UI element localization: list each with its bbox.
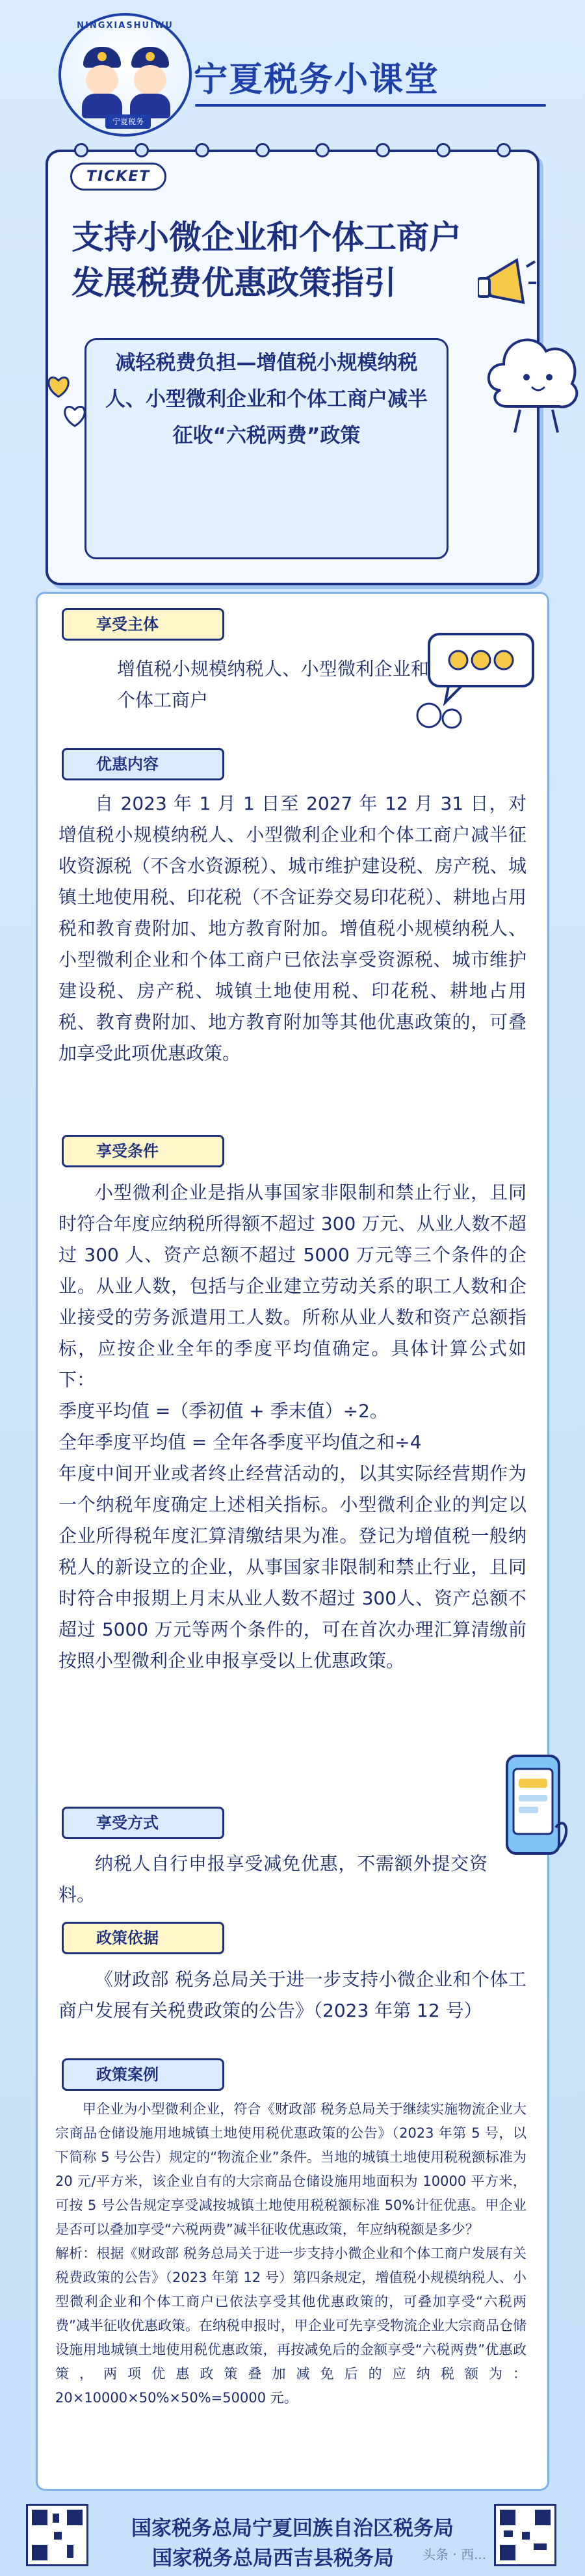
section-label-basis: 政策依据 — [62, 1922, 224, 1954]
logo — [58, 13, 192, 137]
chat-bubble-icon — [410, 628, 540, 732]
formula-quarter-average: 季度平均值 =（季初值 + 季末值）÷2。 — [58, 1400, 388, 1422]
qr-code-right-icon — [494, 2504, 556, 2566]
preference-text: 自 2023 年 1 月 1 日至 2027 年 12 月 31 日，对增值税小规模纳税人、小型微利企业和个体工商户减半征收资源税（不含水资源税）、城市维护建设税、房产税、城镇土地使用税、印花税（不含证券交易印花税）、耕地占用税和教育费附加、地方教育附加。增值税小规模纳税人、小型微利企业和个体工商户已依法享受资源税、城市维护建设税、房产税、城镇土地使用税、印花税、耕地占用税、教育费附加、地方教育附加等其他优惠政策的，可叠加享受此项优惠政策。 — [58, 793, 526, 1064]
phone-icon — [494, 1749, 572, 1879]
logo-ring-text: NINGXIASHUIWU — [77, 21, 174, 31]
method-text: 纳税人自行申报享受减免优惠，不需额外提交资料。 — [58, 1853, 488, 1905]
subject-text: 增值税小规模纳税人、小型微利企业和个体工商户 — [117, 658, 429, 711]
basis-text: 《财政部 税务总局关于进一步支持小微企业和个体工商户发展有关税费政策的公告》（2023 年第 12 号） — [58, 1969, 526, 2021]
qr-code-left-icon — [26, 2504, 88, 2566]
case-block — [55, 2097, 526, 2410]
title-line-1: 支持小微企业和个体工商户 — [72, 219, 462, 256]
case-analysis: 解析：根据《财政部 税务总局关于进一步支持小微企业和个体工商户发展有关税费政策的公告》（2023 年第 12 号）第四条规定，增值税小规模纳税人、小型微利企业和个体工商户已依法享受其他优惠政策的，可叠加享受“六税两费”减半征收优惠政策。在纳税申报时，甲企业可先享受物流企业大宗商品仓储设施用地城镇土地使用税优惠政策，再按减免后的金额享受“六税两费”优惠政策，两项优惠政策叠加减免后的应纳税额为：20×10000×50%×50%=50000 元。 — [55, 2246, 526, 2406]
policy-subtitle: 减轻税费负担—增值税小规模纳税人、小型微利企业和个体工商户减半征收“六税两费”政策 — [105, 351, 428, 447]
ticket-holes — [74, 143, 511, 159]
officer-male-icon — [127, 47, 173, 118]
conditions-para1: 小型微利企业是指从事国家非限制和禁止行业，且同时符合年度应纳税所得额不超过 300 万元、从业人数不超过 300 人、资产总额不超过 5000 万元等三个条件的企业。从业人数，包括与企业建立劳动关系的职工人数和企业接受的劳务派遣用工人数。所称从业人数和资产总额指标，应按企业全年的季度平均值确定。具体计算公式如下： — [58, 1182, 526, 1390]
conditions-para2: 年度中间开业或者终止经营活动的，以其实际经营期作为一个纳税年度确定上述相关指标。小型微利企业的判定以企业所得税年度汇算清缴结果为准。登记为增值税一般纳税人的新设立的企业，从事国家非限制和禁止行业，且同时符合申报期上月末从业人数不超过 300人、资产总额不超过 5000 万元等两个条件的，可在首次办理汇算清缴前按照小型微利企业申报享受以上优惠政策。 — [58, 1463, 526, 1671]
officer-female-icon — [79, 47, 125, 118]
section-label-preference: 优惠内容 — [62, 748, 224, 780]
hearts-icon — [46, 367, 98, 445]
cloud-mascot-icon — [481, 312, 585, 436]
header-underline — [195, 104, 546, 107]
section-label-subject: 享受主体 — [62, 608, 224, 641]
header — [0, 0, 585, 137]
site-title: 宁夏税务小课堂 — [194, 60, 440, 100]
page-title — [72, 215, 488, 306]
ticket-label: TICKET — [70, 163, 166, 191]
logo-tag: 宁夏税务 — [105, 114, 151, 129]
case-question: 甲企业为小型微利企业，符合《财政部 税务总局关于继续实施物流企业大宗商品仓储设施用地城镇土地使用税优惠政策的公告》（2023 年第 5 号，以下简称 5 号公告）规定的“物流企业”条件。当地的城镇土地使用税税额标准为 20 元/平方米，该企业自有的大宗商品仓储设施用地面积为 10000 平方米，可按 5 号公告规定享受减按城镇土地使用税税额标准 50%计征优惠。甲企业是否可以叠加享受“六税两费”减半征收优惠政策，年应纳税额是多少？ — [55, 2101, 526, 2237]
title-line-2: 发展税费优惠政策指引 — [72, 264, 396, 302]
footer-org-2: 国家税务总局西吉县税务局 — [152, 2547, 394, 2570]
conditions-block — [58, 1177, 526, 1677]
formula-annual-average: 全年季度平均值 = 全年各季度平均值之和÷4 — [58, 1431, 422, 1453]
megaphone-icon — [478, 247, 536, 319]
section-label-conditions: 享受条件 — [62, 1135, 224, 1167]
watermark: 头条 · 西... — [422, 2547, 487, 2562]
section-label-method: 享受方式 — [62, 1807, 224, 1839]
section-label-case: 政策案例 — [62, 2058, 224, 2091]
footer-org-1: 国家税务总局宁夏回族自治区税务局 — [131, 2517, 454, 2540]
